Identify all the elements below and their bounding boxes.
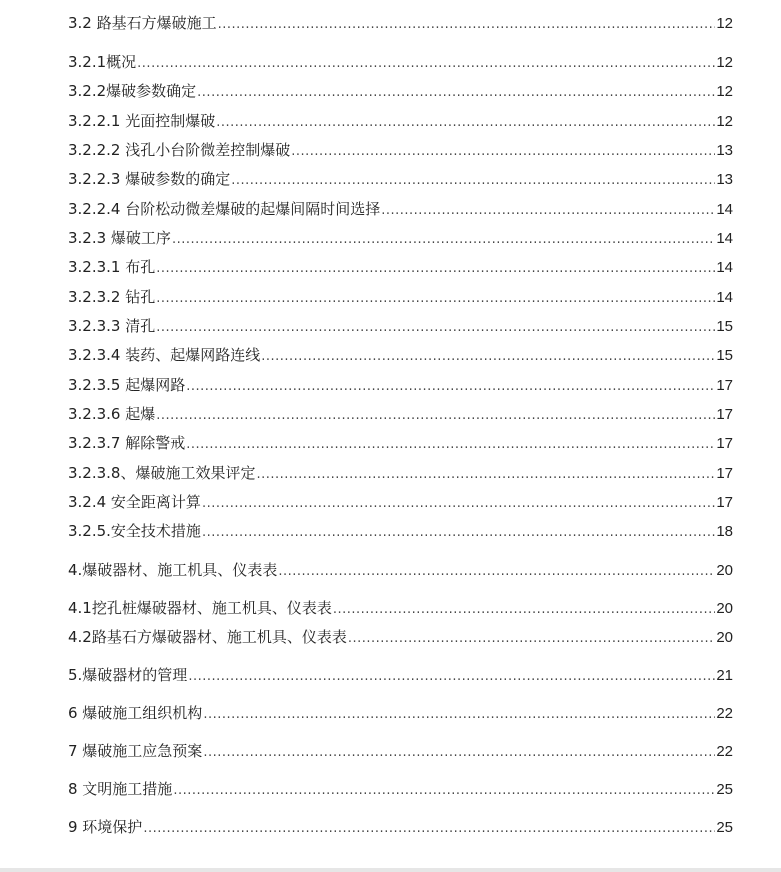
leader-dots [173,781,715,801]
toc-entry-label: 8 文明施工措施 [68,780,173,798]
toc-entry-label: 3.2.3.7 解除警戒 [68,434,186,452]
toc-entry-label: 3.2.1概况 [68,53,137,71]
toc-entry[interactable] [68,52,733,74]
toc-page-number: 18 [716,523,733,540]
toc-page-number: 13 [716,171,733,188]
toc-page-number: 14 [716,201,733,218]
leader-dots [218,15,716,35]
leader-dots [333,600,715,620]
leader-dots [348,629,715,649]
toc-page-number: 21 [716,667,733,684]
toc-page-number: 12 [716,113,733,130]
leader-dots [216,113,715,133]
toc-entry[interactable] [68,598,733,620]
toc-entry[interactable] [68,627,733,649]
toc-page-number: 13 [716,142,733,159]
toc-entry-label: 7 爆破施工应急预案 [68,742,203,760]
toc-entry[interactable] [68,817,733,839]
leader-dots [156,289,715,309]
toc-entry-label: 3.2.2.2 浅孔小台阶微差控制爆破 [68,141,291,159]
leader-dots [202,494,715,514]
toc-page-number: 25 [716,819,733,836]
leader-dots [172,230,715,250]
toc-entry[interactable] [68,375,733,397]
toc-entry[interactable] [68,169,733,191]
toc-entry-label: 3.2.3.1 布孔 [68,258,156,276]
toc-entry-label: 3.2.3 爆破工序 [68,229,171,247]
toc-entry-label: 4.2路基石方爆破器材、施工机具、仪表表 [68,628,347,646]
toc-entry-label: 3.2.3.2 钻孔 [68,288,156,306]
toc-page-number: 17 [716,377,733,394]
leader-dots [156,259,715,279]
toc-page-number: 12 [716,54,733,71]
toc-entry[interactable] [68,257,733,279]
toc-entry-label: 6 爆破施工组织机构 [68,704,203,722]
toc-entry[interactable] [68,433,733,455]
toc-entry-label: 9 环境保护 [68,818,143,836]
toc-entry[interactable] [68,492,733,514]
leader-dots [156,318,715,338]
leader-dots [143,819,715,839]
toc-page-number: 12 [716,15,733,32]
toc-page-number: 15 [716,318,733,335]
leader-dots [381,201,715,221]
toc-entry-label: 3.2.3.6 起爆 [68,405,156,423]
toc-page-number: 14 [716,289,733,306]
toc-entry-label: 3.2 路基石方爆破施工 [68,14,217,32]
toc-entry-label: 3.2.2.4 台阶松动微差爆破的起爆间隔时间选择 [68,200,381,218]
leader-dots [186,435,715,455]
toc-entry[interactable] [68,199,733,221]
leader-dots [231,171,715,191]
toc-page-number: 22 [716,705,733,722]
toc-page-number: 17 [716,435,733,452]
toc-entry[interactable] [68,345,733,367]
leader-dots [197,83,715,103]
toc-page-number: 15 [716,347,733,364]
leader-dots [202,523,715,543]
toc-page-number: 17 [716,406,733,423]
page-bottom-edge [0,868,781,872]
leader-dots [278,562,715,582]
toc-entry[interactable] [68,703,733,725]
toc-entry-label: 3.2.3.5 起爆网路 [68,376,186,394]
leader-dots [256,465,715,485]
toc-page-number: 14 [716,259,733,276]
toc-entry[interactable] [68,560,733,582]
toc-entry-label: 3.2.5.安全技术措施 [68,522,201,540]
toc-entry[interactable] [68,316,733,338]
toc-entry-label: 4.1挖孔桩爆破器材、施工机具、仪表表 [68,599,332,617]
leader-dots [291,142,715,162]
leader-dots [156,406,715,426]
toc-page-number: 17 [716,494,733,511]
leader-dots [186,377,715,397]
toc-entry-label: 5.爆破器材的管理 [68,666,188,684]
toc-entry-label: 3.2.3.3 清孔 [68,317,156,335]
toc-page-number: 20 [716,600,733,617]
toc-entry[interactable] [68,741,733,763]
toc-page-number: 20 [716,562,733,579]
toc-entry[interactable] [68,13,733,35]
toc-entry-label: 3.2.2爆破参数确定 [68,82,197,100]
toc-entry[interactable] [68,665,733,687]
toc-entry[interactable] [68,81,733,103]
toc-entry[interactable] [68,111,733,133]
toc-entry[interactable] [68,140,733,162]
toc-entry-label: 4.爆破器材、施工机具、仪表表 [68,561,278,579]
toc-entry[interactable] [68,463,733,485]
leader-dots [261,347,715,367]
leader-dots [137,54,715,74]
toc-page-number: 17 [716,465,733,482]
toc-entry-label: 3.2.2.1 光面控制爆破 [68,112,216,130]
toc-page-number: 25 [716,781,733,798]
toc-page-number: 22 [716,743,733,760]
toc-entry-label: 3.2.3.8、爆破施工效果评定 [68,464,256,482]
toc-entry[interactable] [68,779,733,801]
toc-entry-label: 3.2.3.4 装药、起爆网路连线 [68,346,261,364]
toc-page-number: 20 [716,629,733,646]
toc-entry[interactable] [68,521,733,543]
toc-page-number: 14 [716,230,733,247]
toc-entry-label: 3.2.2.3 爆破参数的确定 [68,170,231,188]
toc-entry[interactable] [68,404,733,426]
leader-dots [203,705,715,725]
toc-page-number: 12 [716,83,733,100]
toc-entry[interactable] [68,228,733,250]
toc-entry-label: 3.2.4 安全距离计算 [68,493,201,511]
toc-entry[interactable] [68,287,733,309]
leader-dots [188,667,715,687]
leader-dots [203,743,715,763]
